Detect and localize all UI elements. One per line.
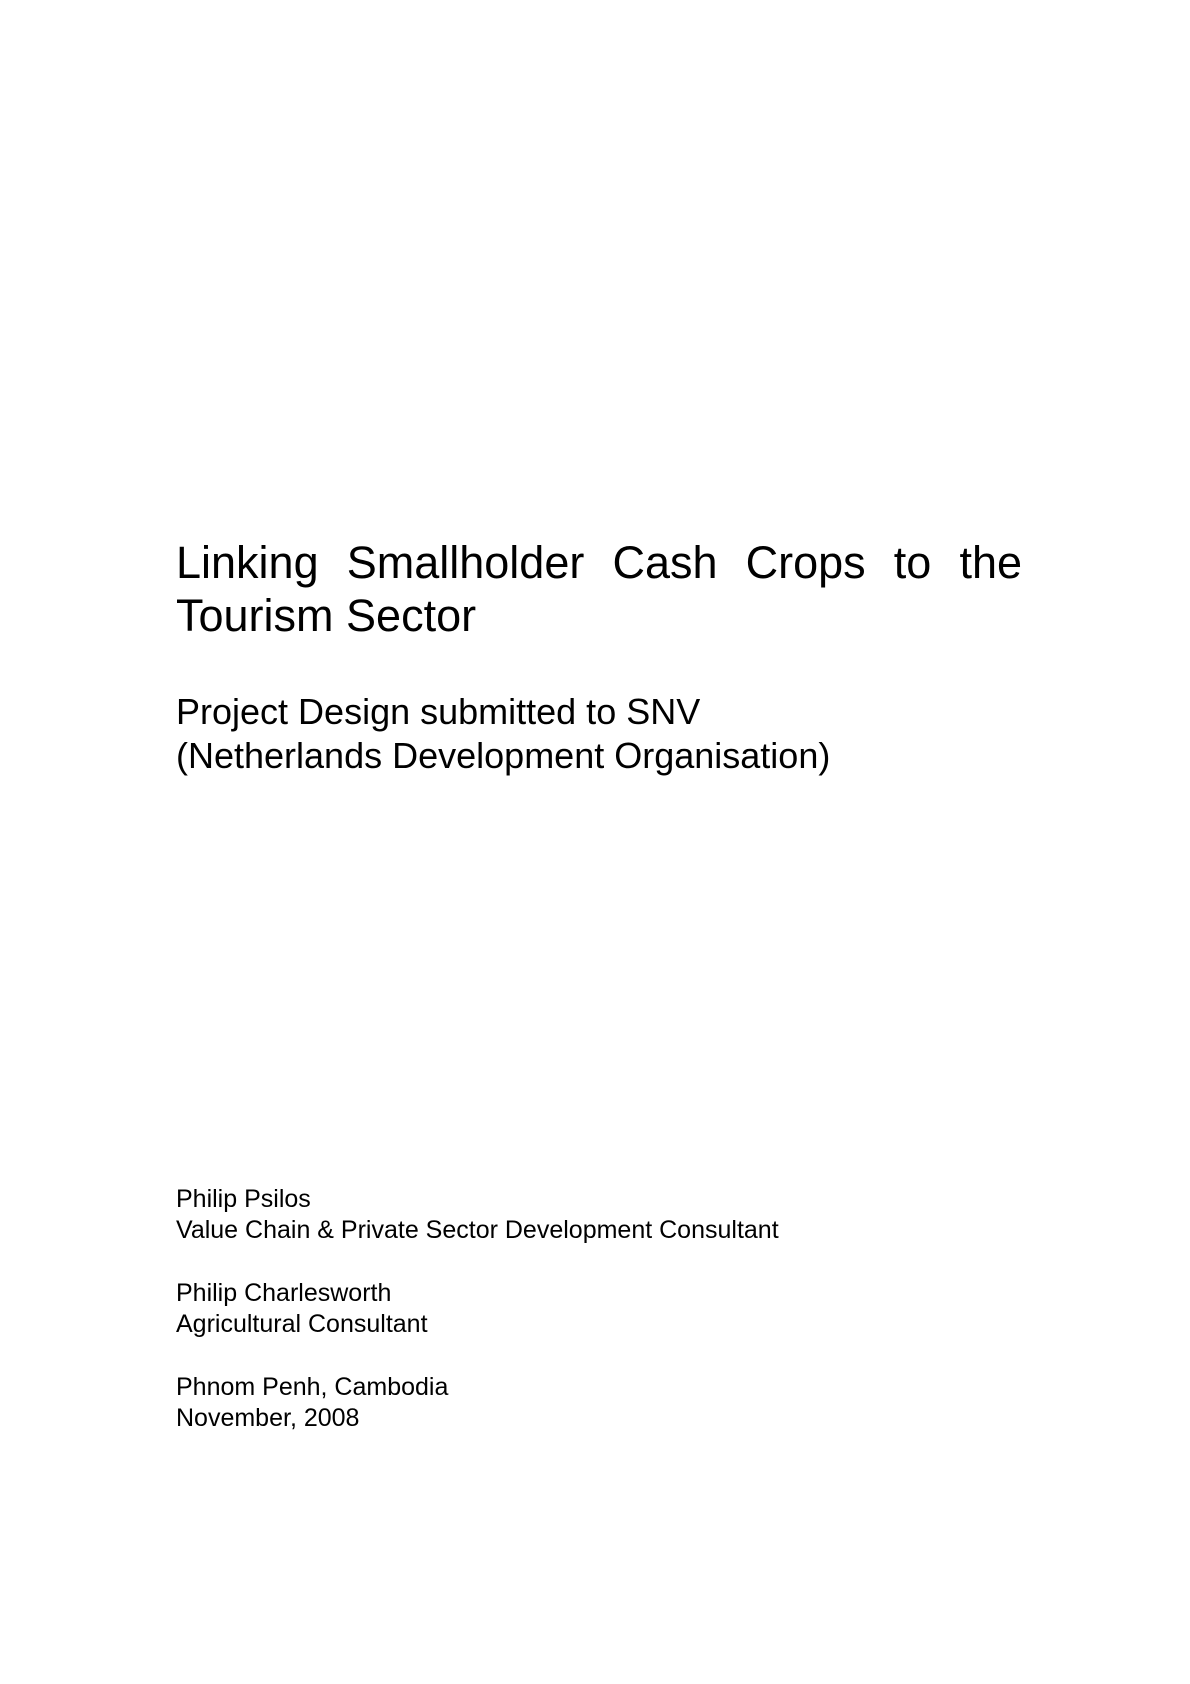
author-name: Philip Psilos: [176, 1185, 311, 1213]
author-block: [176, 1184, 1022, 1246]
date: November, 2008: [176, 1404, 360, 1432]
subtitle-line: (Netherlands Development Organisation): [176, 735, 831, 776]
author-role: Value Chain & Private Sector Development Consultant: [176, 1216, 779, 1244]
title-line: Linking Smallholder Cash Crops to the: [176, 537, 1022, 588]
place-date-block: [176, 1372, 1022, 1434]
place: Phnom Penh, Cambodia: [176, 1373, 449, 1401]
subtitle-line: Project Design submitted to SNV: [176, 691, 701, 732]
title-line: Tourism Sector: [176, 590, 477, 641]
document-subtitle: [176, 690, 1022, 778]
author-name: Philip Charlesworth: [176, 1279, 392, 1307]
authors-section: [176, 1184, 1022, 1466]
author-role: Agricultural Consultant: [176, 1310, 428, 1338]
author-block: [176, 1278, 1022, 1340]
document-title: [176, 536, 1022, 642]
